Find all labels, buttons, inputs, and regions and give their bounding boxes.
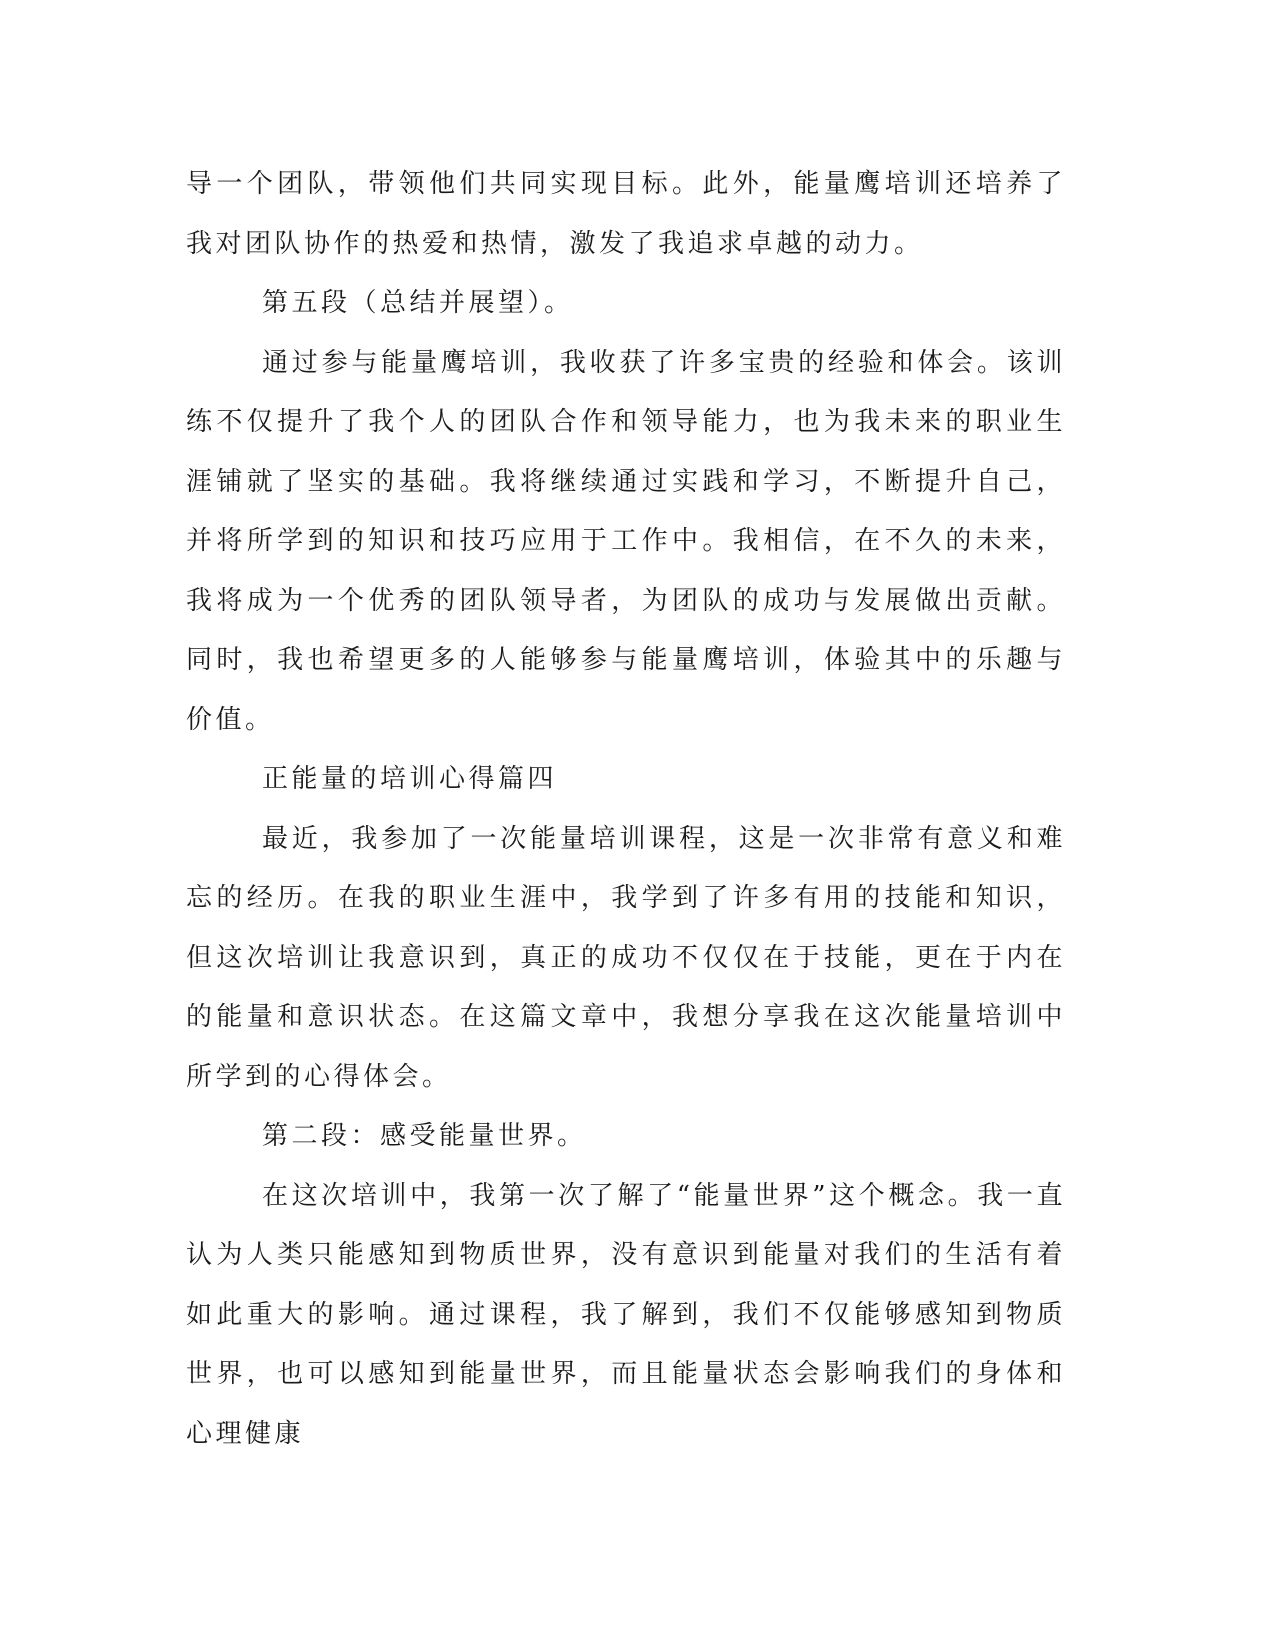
document-body <box>186 155 1066 1464</box>
article-title-part-four: 正能量的培训心得篇四 <box>262 764 558 794</box>
paragraph-continuation: 导一个团队，带领他们共同实现目标。此外，能量鹰培训还培养了我对团队协作的热爱和热情，激发了我追求卓越的动力。 <box>186 169 1066 259</box>
section-heading-two: 第二段：感受能量世界。 <box>262 1121 587 1151</box>
paragraph-intro: 最近，我参加了一次能量培训课程，这是一次非常有意义和难忘的经历。在我的职业生涯中，我学到了许多有用的技能和知识，但这次培训让我意识到，真正的成功不仅仅在于技能，更在于内在的能量和意识状态。在这篇文章中，我想分享我在这次能量培训中所学到的心得体会。 <box>186 823 1066 1092</box>
paragraph-summary: 通过参与能量鹰培训，我收获了许多宝贵的经验和体会。该训练不仅提升了我个人的团队合作和领导能力，也为我未来的职业生涯铺就了坚实的基础。我将继续通过实践和学习，不断提升自己，并将所学到的知识和技巧应用于工作中。我相信，在不久的未来，我将成为一个优秀的团队领导者，为团队的成功与发展做出贡献。同时，我也希望更多的人能够参与能量鹰培训，体验其中的乐趣与价值。 <box>186 347 1066 735</box>
section-heading-five: 第五段（总结并展望）。 <box>262 288 574 318</box>
paragraph-energy-world: 在这次培训中，我第一次了解了“能量世界”这个概念。我一直认为人类只能感知到物质世界，没有意识到能量对我们的生活有着如此重大的影响。通过课程，我了解到，我们不仅能够感知到物质世界，也可以感知到能量世界，而且能量状态会影响我们的身体和心理健康 <box>186 1180 1066 1449</box>
